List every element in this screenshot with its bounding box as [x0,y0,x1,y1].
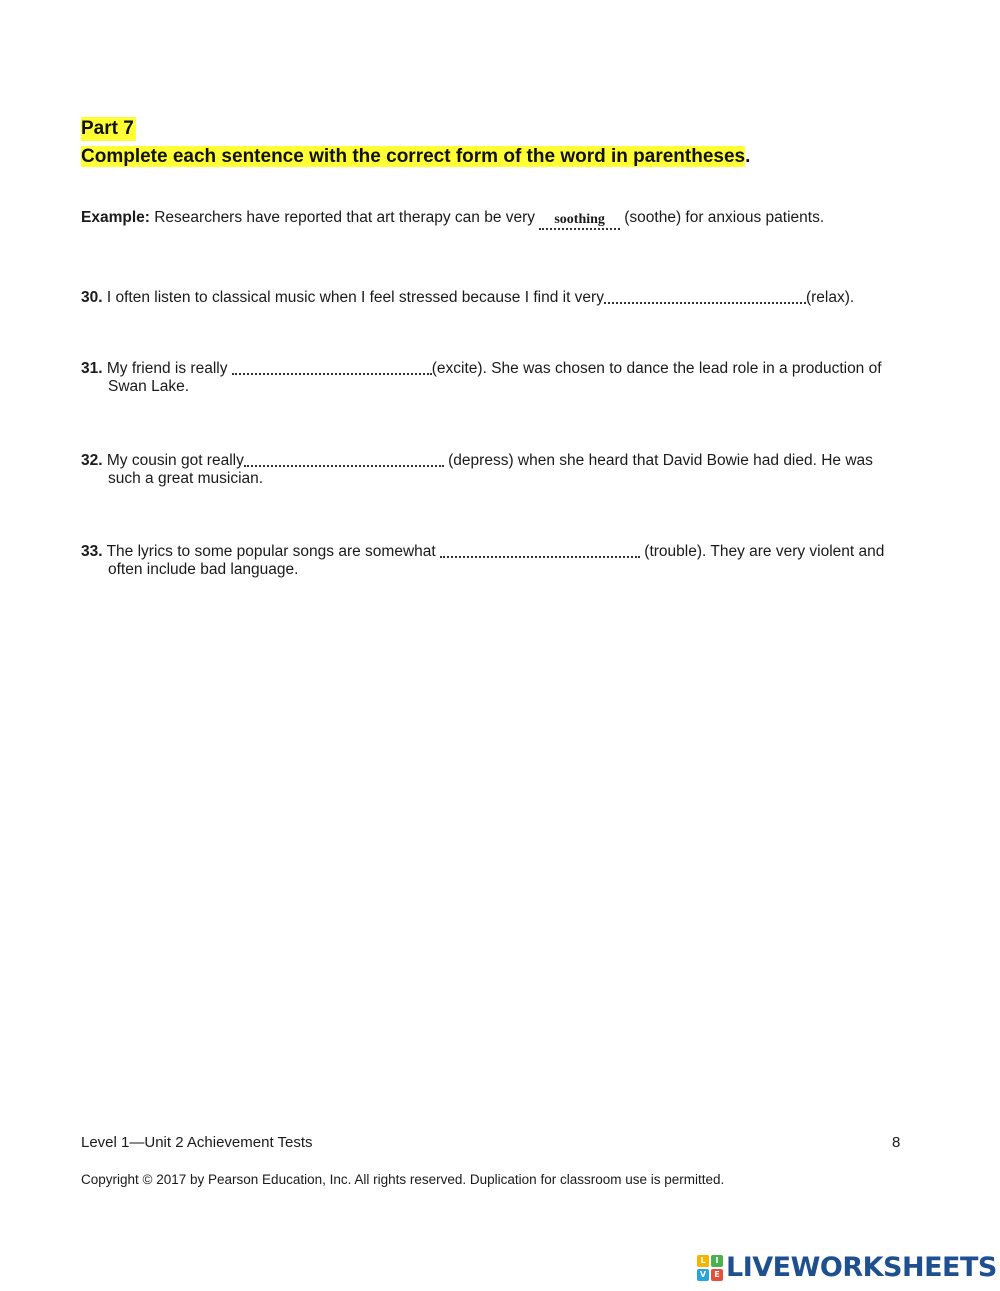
badge-letter: L [697,1255,709,1267]
question-continuation: such a great musician. [108,470,264,487]
question-text-before: I often listen to classical music when I feel stressed because I find it very [102,289,604,306]
question-text-before: My friend is really [102,360,232,377]
example-text-before: Researchers have reported that art therapy can be very [149,209,540,226]
badge-letter: V [697,1269,709,1281]
example-text-after: (soothe) for anxious patients. [619,209,825,226]
question-31 [81,357,882,379]
instruction [81,145,750,169]
answer-blank-31[interactable] [232,359,432,375]
liveworksheets-badge-icon [697,1255,723,1281]
question-33 [81,540,884,562]
question-text-after: (depress) when she heard that David Bowie had died. He was [443,452,873,469]
question-30 [81,286,854,308]
question-number: 30. [81,289,103,306]
question-continuation: Swan Lake. [108,378,189,395]
question-32 [81,449,873,471]
page-number: 8 [892,1134,901,1151]
example-answer: soothing [539,212,620,230]
question-text-after: (excite). She was chosen to dance the lead role in a production of [431,360,882,377]
question-text-before: My cousin got really [102,452,244,469]
question-text-after: (trouble). They are very violent and [640,543,885,560]
liveworksheets-logo[interactable] [697,1252,997,1283]
badge-letter: E [711,1269,723,1281]
question-text-before: The lyrics to some popular songs are somewhat [102,543,440,560]
part-title: Part 7 [81,118,134,139]
answer-blank-33[interactable] [440,542,640,558]
answer-blank-32[interactable] [244,451,444,467]
example-sentence [81,208,824,229]
footer-title: Level 1—Unit 2 Achievement Tests [81,1134,313,1151]
question-number: 32. [81,452,103,469]
example-label: Example: [81,209,150,226]
question-continuation: often include bad language. [108,561,299,578]
question-number: 31. [81,360,103,377]
instruction-text: Complete each sentence with the correct form of the word in parentheses [81,146,746,167]
copyright-notice: Copyright © 2017 by Pearson Education, Inc. All rights reserved. Duplication for classroom use is permitted. [81,1172,725,1187]
question-number: 33. [81,543,103,560]
liveworksheets-wordmark: LIVEWORKSHEETS [726,1252,997,1283]
badge-letter: I [711,1255,723,1267]
instruction-period: . [745,146,751,167]
answer-blank-30[interactable] [604,288,806,304]
question-text-after: (relax). [805,289,855,306]
